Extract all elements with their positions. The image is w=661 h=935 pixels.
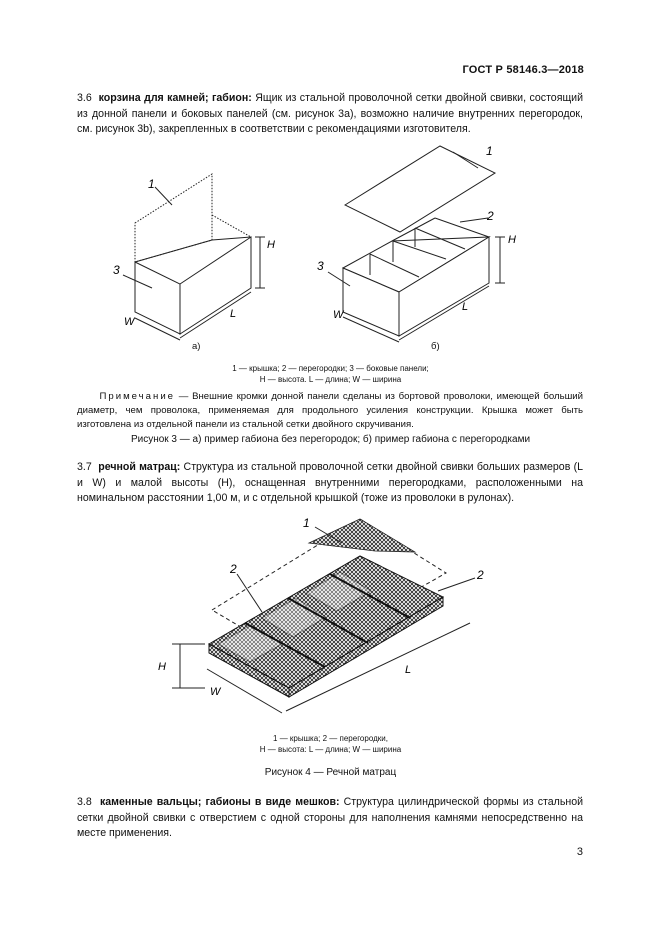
- note-text: — Внешние кромки донной панели сделаны из бортовой проволоки, имеющей больший диаметр, чем проволока, применяемая для продольного усиления конструкции. Крышка может быть изготовлена из отдельной панели из стальной сетки двойного скручивания.: [77, 391, 583, 430]
- figure-4-caption: Рисунок 4 — Речной матрац: [264, 767, 397, 778]
- label-W-mattress: W: [210, 686, 221, 698]
- figure-3-legend: [0, 363, 661, 385]
- label-H-b: H: [508, 234, 516, 246]
- label-2-right: 2: [477, 568, 484, 582]
- label-3-b: 3: [317, 259, 324, 273]
- figure-3-caption: Рисунок 3 — а) пример габиона без перегородок; б) пример габиона с перегородками: [130, 434, 531, 445]
- label-2-left: 2: [230, 562, 237, 576]
- legend-line-1: 1 — крышка; 2 — перегородки,: [273, 734, 388, 743]
- definition-text: Структура из стальной проволочной сетки двойной свивки больших размеров (L и W) и малой высоты (H), оснащенная внутренними перегородками, расположенными на номинальном расстоянии 1,00 м, и с отдельной крышкой (тоже из проволоки в рулонах).: [77, 461, 583, 505]
- term: каменные вальцы; габионы в виде мешков:: [99, 796, 340, 808]
- subfigure-a-label: а): [192, 341, 201, 352]
- definition-text: Ящик из стальной проволочной сетки двойной свивки, состоящий из донной панели и боковых панелей (см. рисунок 3а), возможно наличие внутренних перегородок, см. рисунок 3b), закрепленных в соответствии с рекомендациями изготовителя.: [77, 92, 583, 136]
- label-W-a: W: [124, 316, 135, 328]
- gabion-with-partitions: [328, 146, 505, 342]
- legend-line-2: H — высота. L — длина; W — ширина: [259, 375, 402, 384]
- paragraph-3-7: [77, 460, 583, 507]
- lid-panel-b: [345, 146, 495, 232]
- label-L-b: L: [462, 301, 469, 313]
- label-W-b: W: [333, 309, 344, 321]
- label-1-a: 1: [148, 177, 155, 191]
- label-2-b: 2: [487, 209, 494, 223]
- definition-text: Структура цилиндрической формы из стальной сетки двойной свивки с отверстием с одной стороны для наполнения камнями непосредственно на месте применения.: [77, 796, 584, 840]
- section-number: 3.8: [77, 796, 92, 808]
- label-1-mattress: 1: [303, 516, 310, 530]
- label-H-a: H: [267, 239, 275, 251]
- lid-panel-a: [135, 174, 212, 262]
- label-L-a: L: [230, 308, 237, 320]
- figure-4-drawing: [0, 510, 661, 730]
- label-L-mattress: L: [405, 664, 412, 676]
- subfigure-b-label: б): [431, 341, 440, 352]
- lid-mesh: [309, 519, 415, 552]
- gabion-without-partitions: [123, 174, 265, 340]
- figure-3-drawing: [0, 140, 661, 355]
- term: корзина для камней; габион:: [98, 92, 252, 104]
- section-number: 3.7: [77, 461, 92, 473]
- paragraph-3-6: [77, 91, 583, 138]
- label-3-a: 3: [113, 263, 120, 277]
- document-number: ГОСТ Р 58146.3—2018: [462, 64, 584, 76]
- note-label: Примечание: [99, 391, 176, 402]
- label-1-b: 1: [486, 144, 493, 158]
- legend-line-2: H — высота: L — длина; W — ширина: [259, 745, 402, 754]
- section-number: 3.6: [77, 92, 92, 104]
- term: речной матрац:: [98, 461, 181, 473]
- figure-4-legend: [0, 733, 661, 755]
- paragraph-3-8: [77, 795, 583, 842]
- figure-3-note: [77, 390, 583, 432]
- legend-line-1: 1 — крышка; 2 — перегородки; 3 — боковые панели;: [232, 364, 429, 373]
- label-H-mattress: H: [158, 661, 166, 673]
- page-number: 3: [576, 846, 583, 858]
